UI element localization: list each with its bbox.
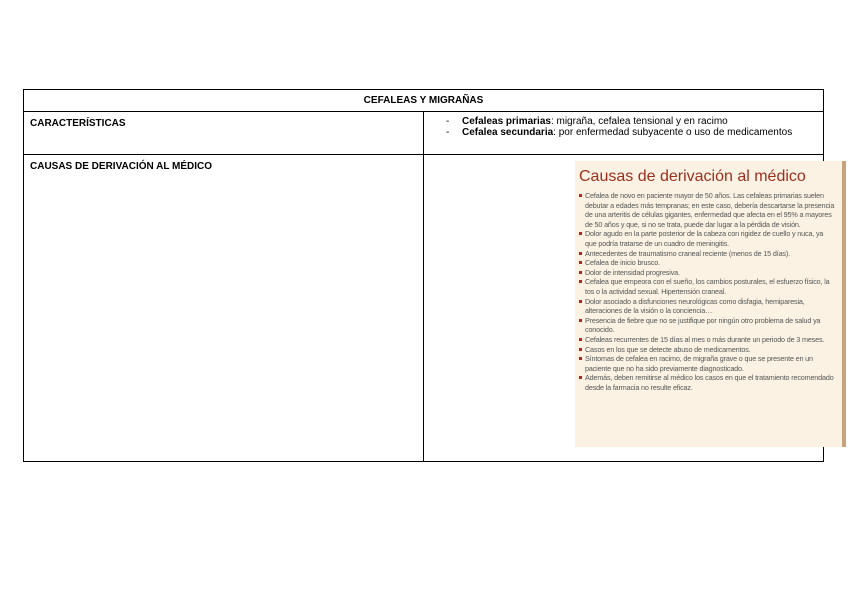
row-label-caracteristicas: CARACTERÍSTICAS xyxy=(24,112,424,155)
table-row xyxy=(24,155,824,462)
term-description: : por enfermedad subyacente o uso de medicamentos xyxy=(553,127,793,138)
list-item: Cefalea de inicio brusco. xyxy=(579,258,836,268)
term-cefaleas-primarias: Cefaleas primarias xyxy=(462,116,551,127)
cefaleas-table xyxy=(23,89,835,462)
list-item: Dolor agudo en la parte posterior de la cabeza con rigidez de cuello y nuca, ya que podría tratarse de un cuadro de meningitis. xyxy=(579,229,836,248)
characteristics-list xyxy=(446,116,823,138)
term-cefalea-secundaria: Cefalea secundaria xyxy=(462,127,554,138)
figure-bullet-list xyxy=(579,191,836,392)
term-description: : migraña, cefalea tensional y en racimo xyxy=(550,116,728,127)
list-item: Dolor de intensidad progresiva. xyxy=(579,268,836,278)
list-item: Cefaleas recurrentes de 15 días al mes o más durante un periodo de 3 meses. xyxy=(579,335,836,345)
table-title: CEFALEAS Y MIGRAÑAS xyxy=(24,90,824,112)
list-item: Además, deben remitirse al médico los casos en que el tratamiento recomendado desde la farmacia no resulte eficaz. xyxy=(579,373,836,392)
list-item: Presencia de fiebre que no se justifique por ningún otro problema de salud ya conocido. xyxy=(579,316,836,335)
table-row xyxy=(24,112,824,155)
list-item: Cefalea de novo en paciente mayor de 50 años. Las cefaleas primarias suelen debutar a edades más tempranas; en este caso, debería descartarse la presencia de una arteritis de células gigantes, enfermedad que afecta en el 95% a mayores de 50 años y que, si no se trata, puede dar lugar a la pérdida de visión. xyxy=(579,191,836,229)
list-item: Antecedentes de traumatismo craneal reciente (menos de 15 días). xyxy=(579,249,836,259)
list-item xyxy=(446,127,823,138)
list-item: Cefalea que empeora con el sueño, los cambios posturales, el esfuerzo físico, la tos o la actividad sexual. Hipertensión craneal. xyxy=(579,277,836,296)
row-content-caracteristicas xyxy=(424,112,824,155)
list-item: Dolor asociado a disfunciones neurológicas como disfagia, hemiparesia, alteraciones de la visión o la conciencia… xyxy=(579,297,836,316)
figure-title: Causas de derivación al médico xyxy=(579,168,806,185)
list-item: Síntomas de cefalea en racimo, de migraña grave o que se presente en un paciente que no ha sido previamente diagnosticado. xyxy=(579,354,836,373)
row-content-causas xyxy=(424,155,835,462)
row-label-causas: CAUSAS DE DERIVACIÓN AL MÉDICO xyxy=(24,155,424,462)
list-item: Casos en los que se detecte abuso de medicamentos. xyxy=(579,345,836,355)
list-item xyxy=(446,116,823,127)
referral-causes-figure xyxy=(575,161,846,447)
